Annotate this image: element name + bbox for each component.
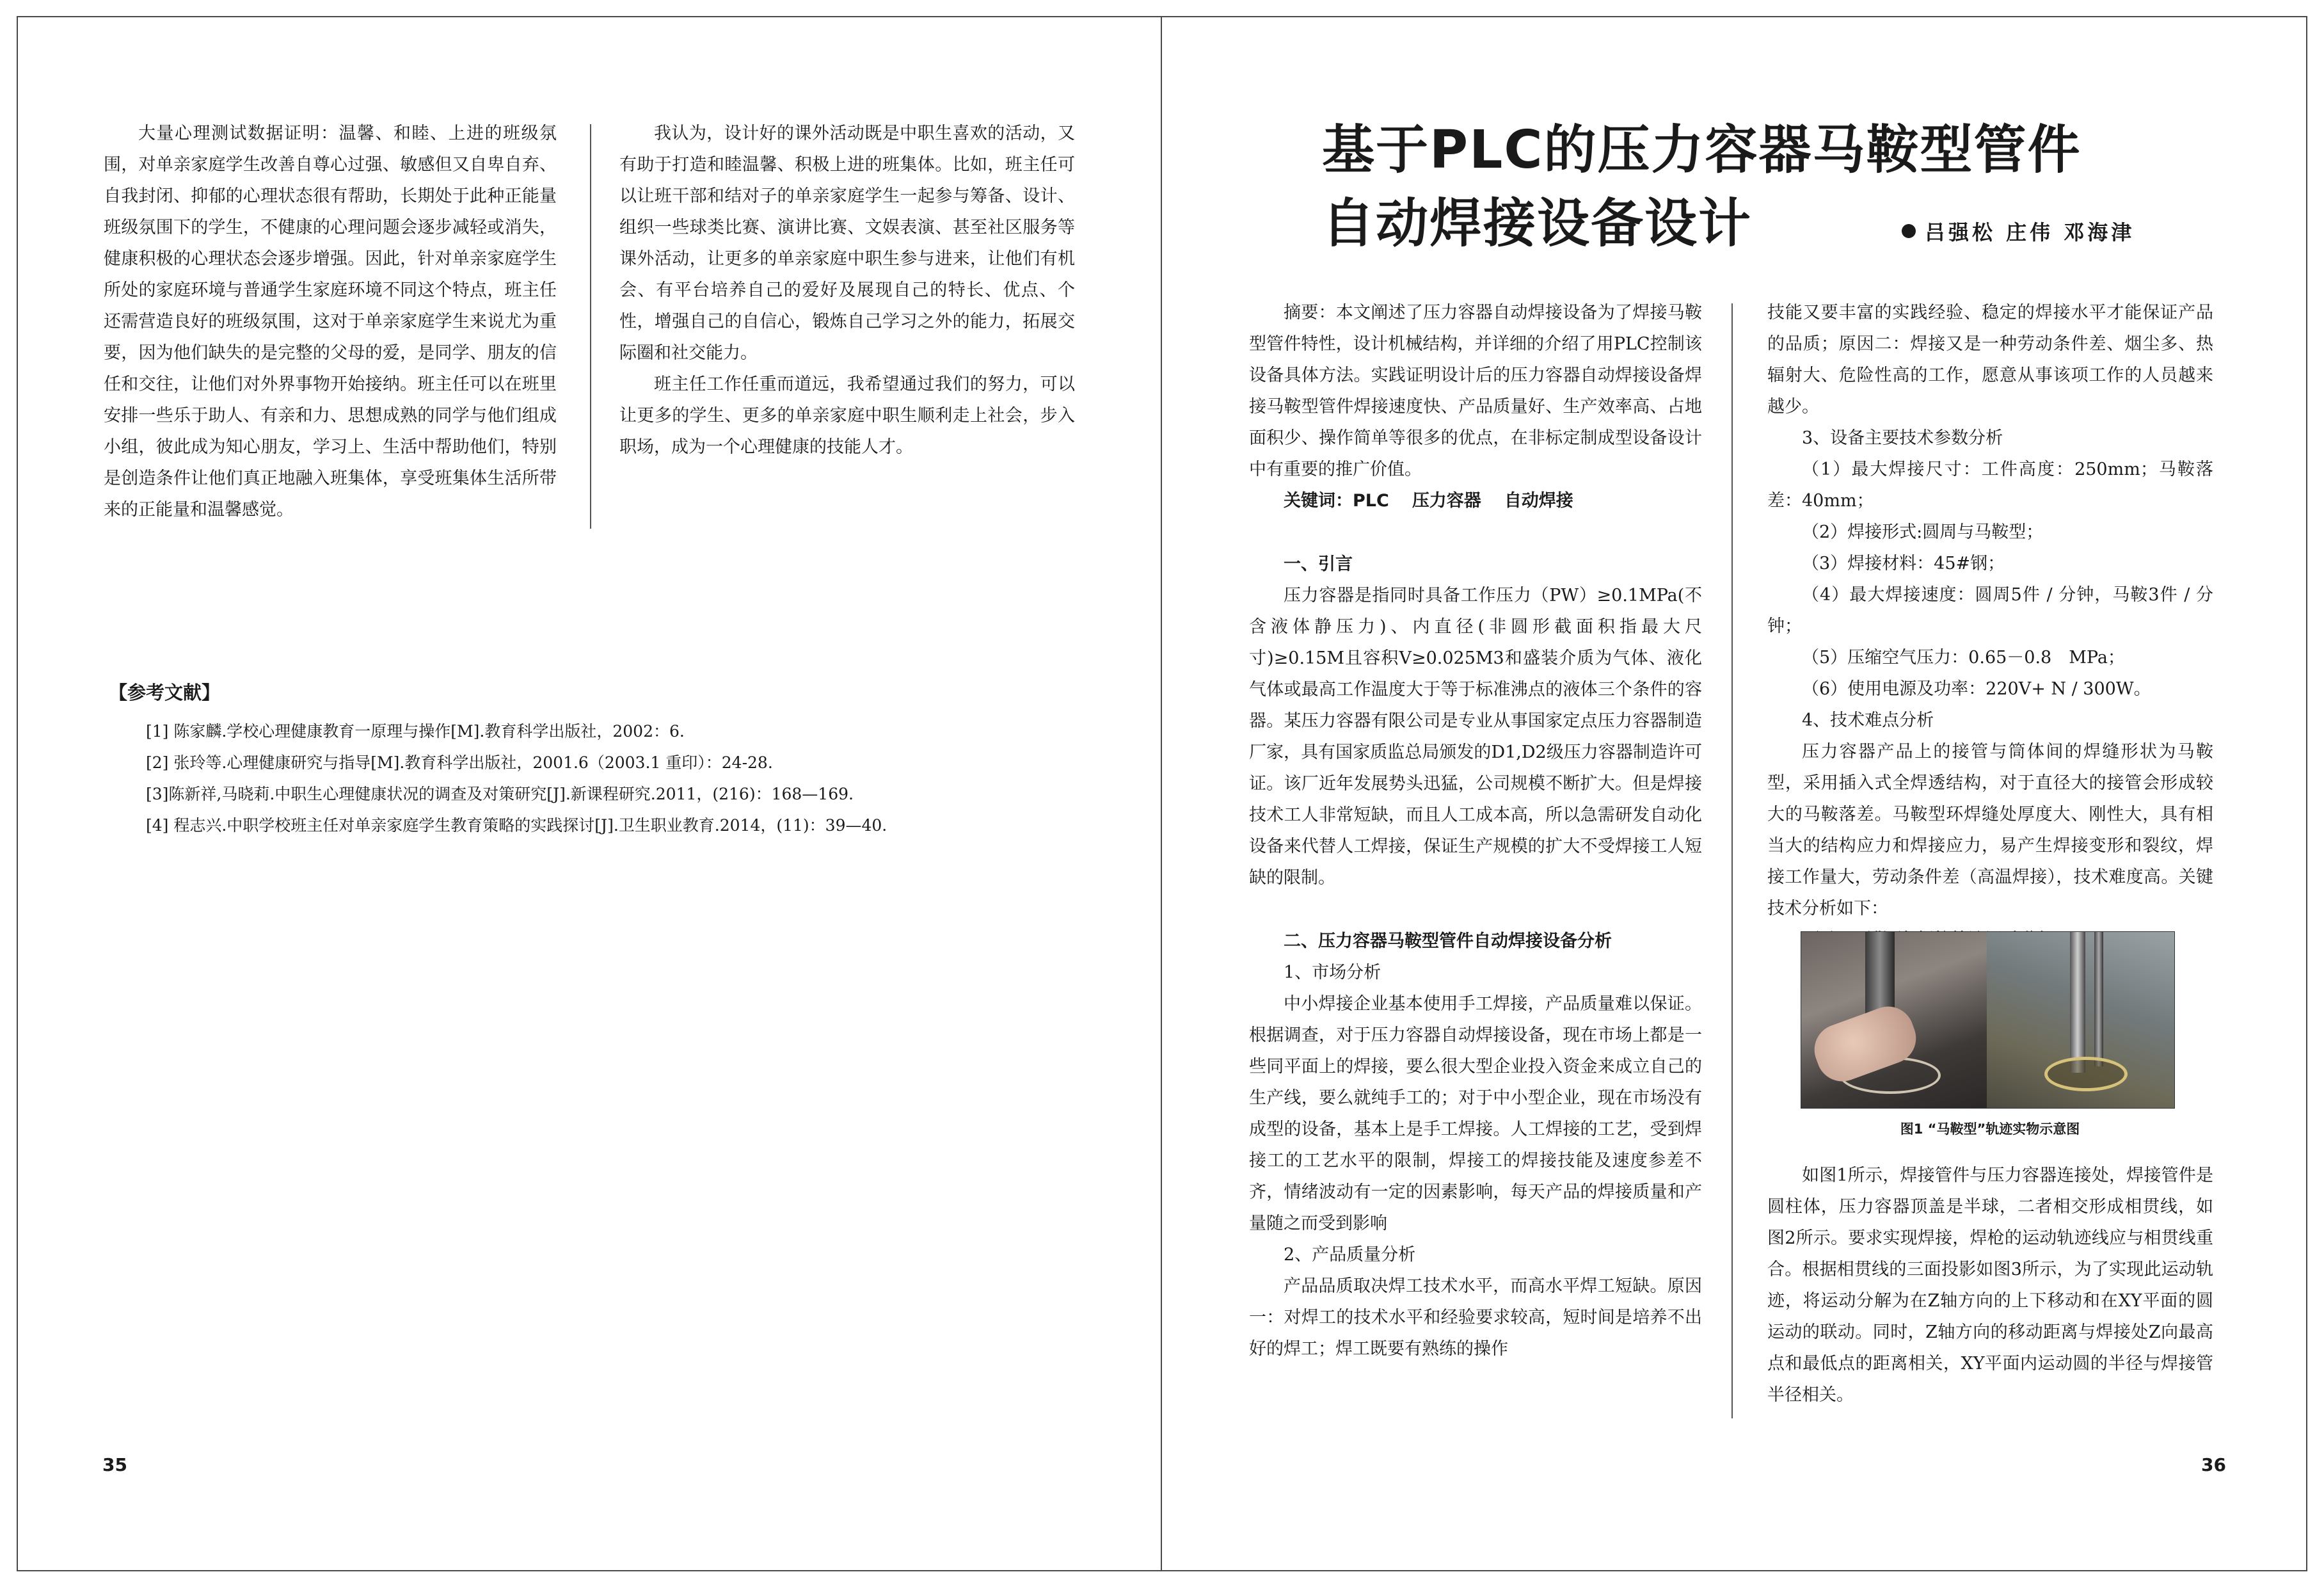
section-paragraph: 如图1所示，焊接管件与压力容器连接处，焊接管件是圆柱体，压力容器顶盖是半球，二者相交形成相贯线，如图2所示。要求实现焊接，焊枪的运动轨迹线应与相贯线重合。根据相贯线的三面投影如图3所示，为了实现此运动轨迹，将运动分解为在Z轴方向的上下移动和在XY平面的圆运动的联动。同时，Z轴方向的移动距离与焊接处Z向最高点和最低点的距离相关，XY平面内运动圆的半径与焊接管半径相关。: [1767, 1166, 2213, 1405]
abstract: 摘要：本文阐述了压力容器自动焊接设备为了焊接马鞍型管件特性，设计机械结构，并详细的介绍了用PLC控制该设备具体方法。实践证明设计后的压力容器自动焊接设备焊接马鞍型管件焊接速度快、产品质量好、生产效率高、占地面积少、操作简单等很多的优点，在非标定制成型设备设计中有重要的推广价值。: [1249, 303, 1702, 479]
subsection-heading: 2、产品质量分析: [1284, 1245, 1416, 1265]
reference-item: [4] 程志兴.中职学校班主任对单亲家庭学生教育策略的实践探讨[J].卫生职业教育.2014，(11)：39—40.: [146, 816, 887, 835]
left-col1-paragraph: 大量心理测试数据证明：温馨、和睦、上进的班级氛围，对单亲家庭学生改善自尊心过强、敏感但又自卑自弃、自我封闭、抑郁的心理状态很有帮助，长期处于此种正能量班级氛围下的学生，不健康的心理问题会逐步减轻或消失，健康积极的心理状态会逐步增强。因此，针对单亲家庭学生所处的家庭环境与普通学生家庭环境不同这个特点，班主任还需营造良好的班级氛围，这对于单亲家庭学生来说尤为重要，因为他们缺失的是完整的父母的爱，是同学、朋友的信任和交往，让他们对外界事物开始接纳。班主任可以在班里安排一些乐于助人、有亲和力、思想成熟的同学与他们组成小组，彼此成为知心朋友，学习上、生活中帮助他们，特别是创造条件让他们真正地融入班集体，享受班集体生活所带来的正能量和温馨感觉。: [104, 124, 557, 520]
right-column-1: [1249, 297, 1702, 1365]
page-spine: [1161, 16, 1162, 1571]
figure-caption: 图1 “马鞍型”轨迹实物示意图: [1900, 1121, 2080, 1137]
column-divider: [1731, 303, 1733, 1418]
subsection-heading: 3、设备主要技术参数分析: [1802, 428, 2003, 448]
pipe-rod: [2070, 932, 2085, 1073]
references-heading: 【参考文献】: [109, 682, 221, 703]
subsection-heading: 4、技术难点分析: [1802, 710, 1934, 730]
left-col2-paragraph: 我认为，设计好的课外活动既是中职生喜欢的活动，又有助于打造和睦温馨、积极上进的班集体。比如，班主任可以让班干部和结对子的单亲家庭学生一起参与筹备、设计、组织一些球类比赛、演讲比赛、文娱表演、甚至社区服务等课外活动，让更多的单亲家庭中职生参与进来，让他们有机会、有平台培养自己的爱好及展现自己的特长、优点、个性，增强自己的自信心，锻炼自己学习之外的能力，拓展交际圈和社交能力。: [619, 124, 1075, 363]
torch-rod: [2094, 932, 2103, 1066]
photo-left-panel: [1801, 932, 1987, 1108]
keywords: [1249, 485, 1702, 517]
section-paragraph: 技能又要丰富的实践经验、稳定的焊接水平才能保证产品的品质；原因二：焊接又是一种劳动条件差、烟尘多、热辐射大、危险性高的工作，愿意从事该项工作的人员越来越少。: [1767, 303, 2213, 417]
figure-1-photo: [1801, 931, 2175, 1109]
param-item: （6）使用电源及功率：220V+ N / 300W。: [1802, 679, 2151, 699]
param-item: （4）最大焊接速度：圆周5件 / 分钟，马鞍3件 / 分钟；: [1767, 585, 2213, 636]
section-paragraph: 产品品质取决焊工技术水平，而高水平焊工短缺。原因一：对焊工的技术水平和经验要求较高，短时间是培养不出好的焊工；焊工既要有熟练的操作: [1249, 1276, 1702, 1359]
article-title-line2: 自动焊接设备设计: [1322, 193, 1753, 254]
keyword: 压力容器: [1412, 491, 1481, 511]
section-paragraph: 压力容器产品上的接管与筒体间的焊缝形状为马鞍型，采用插入式全焊透结构，对于直径大的接管会形成较大的马鞍落差。马鞍型环焊缝处厚度大、刚性大，具有相当大的结构应力和焊接应力，易产生焊接变形和裂纹，焊接工作量大，劳动条件差（高温焊接），技术难度高。关键技术分析如下：: [1767, 742, 2213, 918]
keywords-label: 关键词：: [1284, 491, 1353, 511]
subsection-heading: 1、市场分析: [1284, 963, 1381, 982]
section-heading: 一、引言: [1284, 554, 1353, 574]
references-list: [146, 716, 1055, 841]
right-column-2: [1767, 297, 2213, 956]
left-col2-paragraph: 班主任工作任重而道远，我希望通过我们的努力，可以让更多的学生、更多的单亲家庭中职生顺利走上社会，步入职场，成为一个心理健康的技能人才。: [619, 374, 1075, 457]
weld-bead: [2044, 1057, 2128, 1091]
page-number-left: 35: [102, 1454, 127, 1475]
left-column-1: [104, 118, 557, 525]
reference-item: [3]陈新祥,马晓莉.中职生心理健康状况的调查及对策研究[J].新课程研究.2011，(216)：168—169.: [146, 785, 854, 803]
reference-item: [2] 张玲等.心理健康研究与指导[M].教育科学出版社，2001.6（2003.1 重印）：24-28.: [146, 753, 773, 772]
section-heading: 二、压力容器马鞍型管件自动焊接设备分析: [1284, 931, 1612, 951]
param-item: （5）压缩空气压力：0.65－0.8 MPa；: [1802, 648, 2125, 668]
keyword: 自动焊接: [1504, 491, 1573, 511]
reference-item: [1] 陈家麟.学校心理健康教育一原理与操作[M].教育科学出版社，2002：6.: [146, 722, 685, 741]
left-column-2: [619, 118, 1075, 463]
section-paragraph: 中小焊接企业基本使用手工焊接，产品质量难以保证。根据调查，对于压力容器自动焊接设备，现在市场上都是一些同平面上的焊接，要么很大型企业投入资金来成立自己的生产线，要么就纯手工的；对于中小型企业，现在市场没有成型的设备，基本上是手工焊接。人工焊接的工艺，受到焊接工的工艺水平的限制，焊接工的焊接技能及速度参差不齐，情绪波动有一定的因素影响，每天产品的焊接质量和产量随之而受到影响: [1249, 994, 1702, 1233]
page-number-right: 36: [2201, 1454, 2226, 1475]
photo-right-panel: [1987, 932, 2174, 1108]
article-title-line1: 基于PLC的压力容器马鞍型管件: [1322, 120, 2081, 180]
keyword: PLC: [1353, 491, 1389, 511]
right-column-2-lower: [1767, 1160, 2213, 1411]
bullet-icon: [1902, 224, 1916, 238]
authors-text: 吕强松 庄伟 邓海津: [1925, 220, 2135, 245]
section-paragraph: 压力容器是指同时具备工作压力（PW）≥0.1MPa(不含液体静压力)、内直径(非圆形截面积指最大尺寸)≥0.15M且容积V≥0.025M3和盛装介质为气体、液化气体或最高工作温度大于等于标准沸点的液体三个条件的容器。某压力容器有限公司是专业从事国家定点压力容器制造厂家，具有国家质监总局颁发的D1,D2级压力容器制造许可证。该厂近年发展势头迅猛，公司规模不断扩大。但是焊接技术工人非常短缺，而且人工成本高，所以急需研发自动化设备来代替人工焊接，保证生产规模的扩大不受焊接工人短缺的限制。: [1249, 586, 1702, 888]
column-divider: [590, 124, 591, 529]
param-item: （2）焊接形式:圆周与马鞍型；: [1802, 522, 2044, 542]
param-item: （3）焊接材料：45#钢；: [1802, 554, 2005, 573]
article-authors: [1902, 216, 2135, 246]
param-item: （1）最大焊接尺寸：工件高度：250mm；马鞍落差：40mm；: [1767, 460, 2213, 511]
